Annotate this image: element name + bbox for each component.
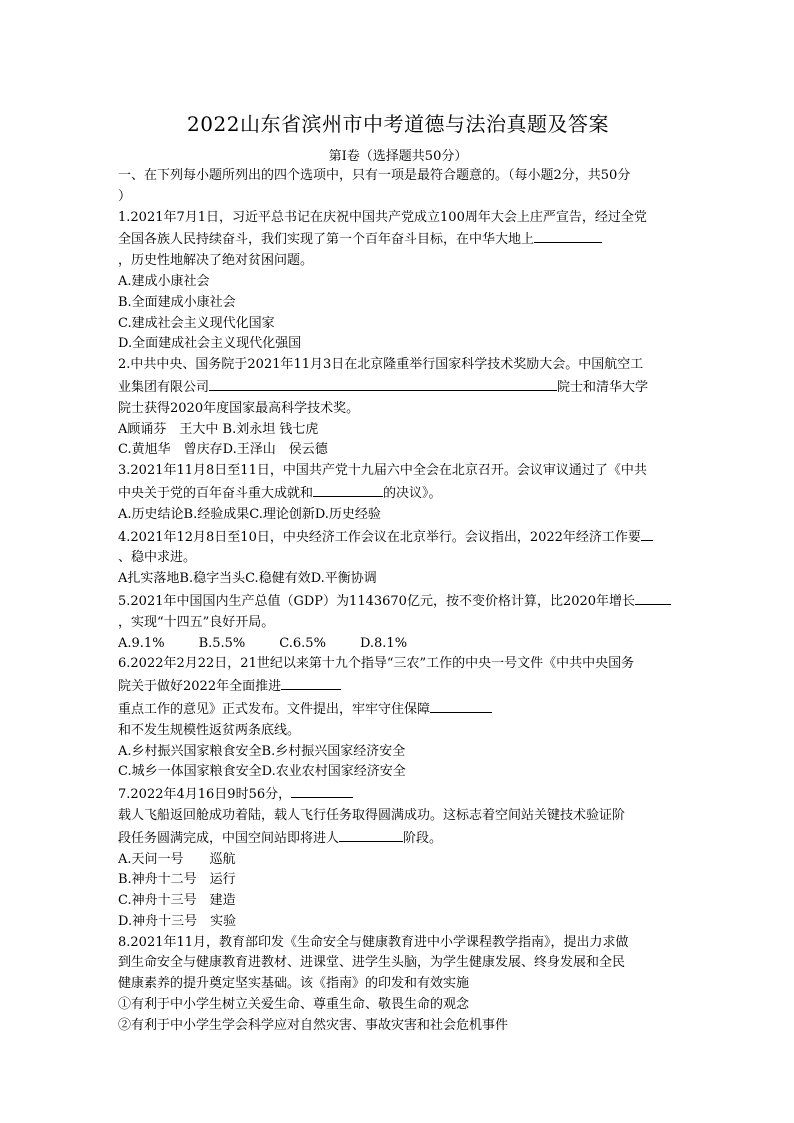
option: B.5.5%: [198, 635, 246, 651]
option: C.黄旭华 曾庆存D.王泽山 侯云德: [118, 442, 328, 458]
answer-blank: [339, 827, 403, 842]
question-2-text: 业集团有限公司 院士和清华大学: [118, 376, 678, 399]
question-2-text: 2.中共中央、国务院于2021年11月3日在北京隆重举行国家科学技术奖励大会。中国航空工: [118, 357, 644, 373]
option: A.建成小康社会: [118, 273, 210, 289]
option: D.全面建成社会主义现代化强国: [118, 336, 302, 352]
question-5-text: ，实现“十四五”良好开局。: [118, 614, 275, 630]
question-6-text: 6.2022年2月22日，21世纪以来第十九个指导“三农”工作的中央一号文件《中共中央国务: [118, 656, 635, 672]
question-7-text: 载人飞船返回舱成功着陆，载人飞行任务取得圆满成功。这标志着空间站关键技术验证阶: [118, 807, 626, 823]
option: D.8.1%: [359, 635, 408, 651]
option: C.城乡一体国家粮食安全D.农业农村国家经济安全: [118, 764, 406, 780]
option: A.历史结论B.经验成果C.理论创新D.历史经验: [118, 506, 381, 522]
question-1-text: ，历史性地解决了绝对贫困问题。: [118, 253, 314, 269]
question-7-text: 段任务圆满完成，中国空间站即将进人 阶段。: [118, 827, 678, 850]
question-1-text: 1.2021年7月1日，习近平总书记在庆祝中国共产党成立100周年大会上庄严宣告，经过全党: [118, 209, 647, 225]
answer-blank: [635, 590, 671, 605]
statement: ①有利于中小学生树立关爱生命、尊重生命、敬畏生命的观念: [118, 997, 470, 1013]
option: C.6.5%: [279, 635, 326, 651]
option-row: [118, 634, 678, 655]
statement: ②有利于中小学生学会科学应对自然灾害、事故灾害和社会危机事件: [118, 1017, 509, 1033]
question-8-text: 健康素养的提升奠定坚实基础。该《指南》的印发和有效实施: [118, 976, 470, 992]
option: C.神舟十三号 建造: [118, 893, 236, 909]
option: A扎实落地B.稳字当头C.稳健有效D.平衡协调: [118, 571, 377, 587]
answer-blank: [641, 526, 653, 541]
answer-blank: [291, 783, 353, 798]
option: A.天问一号 巡航: [118, 851, 236, 867]
answer-blank: [209, 376, 557, 391]
instruction-line: ）: [118, 188, 132, 204]
question-4-text: 、稳中求进。: [118, 550, 197, 566]
option: C.建成社会主义现代化国家: [118, 315, 275, 331]
answer-blank: [430, 698, 492, 713]
section-title: 第Ⅰ卷（选择题共50分）: [328, 149, 468, 164]
option: B.神舟十二号 运行: [118, 872, 236, 888]
option: B.全面建成小康社会: [118, 294, 236, 310]
question-3-text: 3.2021年11月8日至11日，中国共产党十九届六中全会在北京召开。会议审议通过了《中共: [118, 463, 647, 479]
document-page: [118, 100, 678, 1037]
question-6-text: 院关于做好2022年全面推进: [118, 675, 678, 698]
question-6-text: 和不发生规模性返贫两条底线。: [118, 722, 301, 738]
question-5-text: 5.2021年中国国内生产总值（GDP）为1143670亿元，按不变价格计算，比2020年增长: [118, 590, 678, 613]
question-6-text: 重点工作的意见》正式发布。文件提出，牢牢守住保障: [118, 698, 678, 721]
question-4-text: 4.2021年12月8日至10日，中央经济工作会议在北京举行。会议指出，2022年经济工作要: [118, 526, 678, 549]
instruction-line: 一、在下列每小题所列出的四个选项中，只有一项是最符合题意的。（每小题2分，共50分: [118, 168, 631, 183]
answer-blank: [281, 675, 341, 690]
option: A.9.1%: [118, 635, 165, 651]
question-2-text: 院士获得2020年度国家最高科学技术奖。: [118, 400, 360, 416]
option: D.神舟十三号 实验: [118, 913, 237, 929]
answer-blank: [534, 228, 602, 243]
document-title: 2022山东省滨州市中考道德与法治真题及答案: [187, 112, 609, 136]
question-1-text: 全国各族人民持续奋斗，我们实现了第一个百年奋斗目标，在中华大地上: [118, 228, 678, 251]
answer-blank: [313, 482, 383, 497]
question-8-text: 8.2021年11月，教育部印发《生命安全与健康教育进中小学课程教学指南》，提出力求做: [118, 934, 629, 950]
question-8-text: 到生命安全与健康教育进教材、进课堂、进学生头脑，为学生健康发展、终身发展和全民: [118, 955, 626, 971]
option: A.乡村振兴国家粮食安全B.乡村振兴国家经济安全: [118, 743, 406, 759]
question-7-text: 7.2022年4月16日9时56分，: [118, 783, 678, 806]
question-3-text: 中央关于党的百年奋斗重大成就和 的决议》。: [118, 482, 678, 505]
option: A顾诵芬 王大中 B.刘永坦 钱七虎: [118, 421, 319, 437]
